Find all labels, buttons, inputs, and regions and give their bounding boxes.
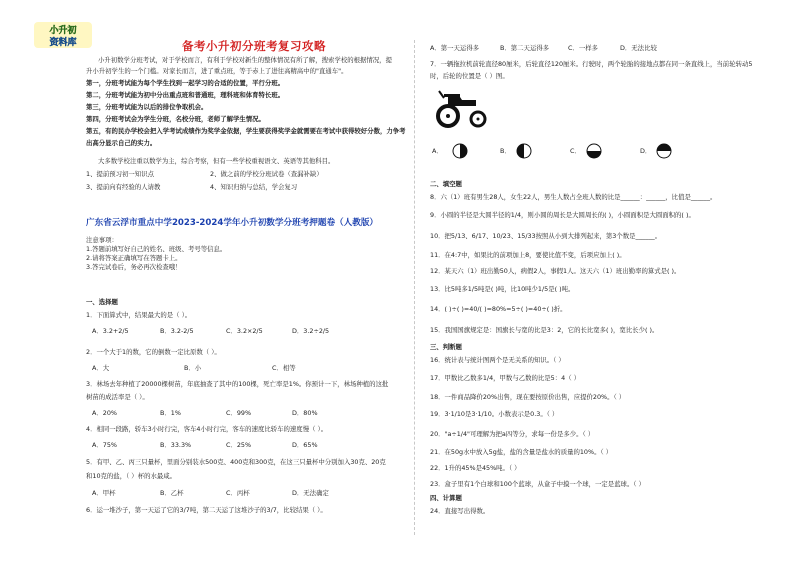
q12: 12．某天六（1）班出勤50人，病假2人，事假1人。这天六（1）班出勤率的算式是( )。 [430,267,681,275]
section2-header: 二、填空题 [430,180,462,188]
q2-opt-b: B．小 [184,364,202,372]
guide-item5b: 出高分显示自己的实力。 [86,139,157,147]
dial-d-icon [656,143,672,159]
q7: 7．一辆拖拉机前轮直径80厘米，后轮直径120厘米。行驶时，两个轮胎的接地点都在同一条直线上，当前轮转动5 [430,60,753,68]
logo-line1: 小升初 [49,26,77,36]
q3-opt-c: C．99% [226,409,252,417]
q1: 1．下面算式中，结果最大的是（ ）。 [86,311,192,319]
guide-para3: 大多数学校注重以数学为主，综合考察，但有一些学校重视语文、英语等其他科目。 [98,157,335,165]
q6-opt-a: A．第一天运得多 [430,44,480,52]
guide-item4: 第四，分班考试会为学生分班，名校分班，老师了解学生情况。 [86,115,265,123]
guide-item1: 第一，分班考试能为每个学生找到一起学习的合适的位置，平行分班。 [86,79,285,87]
q3: 3．林场去年种植了20000棵树苗，年底抽查了其中的100棵，死亡率是1%。你预计一下，林场种植的这批 [86,380,389,388]
q23: 23．盒子里有1个白球和100个蓝球，从盒子中摸一个球，一定是蓝球。（ ） [430,480,645,488]
logo-line2: 资料库 [49,38,77,48]
q5-cont: 和10克的盐，（ ）杯的水最咸。 [86,472,177,480]
q4-opt-c: C．25% [226,441,252,449]
guide-para2: 升小升初学生的一个门槛。对家长而言，进了重点班，等于赤上了进往高精高中的"直通车"。 [86,67,348,75]
section4-header: 四、计算题 [430,494,462,502]
q11: 11．在4:7中，如果比的前项加上8，要使比值不变，后项应加上( )。 [430,251,626,259]
q5-opt-c: C．丙杯 [226,489,250,497]
logo [34,22,92,48]
q13: 13．比5吨多1/5吨是( )吨，比10吨少1/5是( )吨。 [430,285,575,293]
notice-3: 3.答完试卷后，务必再次检查哦！ [86,263,182,271]
guide-item2: 第二，分班考试能为初中分出重点班和普通班，理科班和体育特长班。 [86,91,285,99]
q24: 24．直接写出得数。 [430,507,490,515]
q6-opt-c: C．一样多 [568,44,599,52]
column-divider [414,40,415,535]
q16: 16．统计表与统计图两个是无关系的知识。（ ） [430,356,565,364]
q14: 14．( )÷( )=40/( )=80%=5÷( )=40÷( )折。 [430,305,567,313]
q8: 8．六（1）班有男生28人，女生22人，男生人数占全班人数的比是______：______，比值是______。 [430,193,717,201]
q6: 6．运一堆沙子，第一天运了它的3/7吨，第二天运了这堆沙子的3/7，比较结果（ ）。 [86,506,327,514]
q18: 18．一件商品降价20%出售，现在要按原价出售，应提价20%。（ ） [430,393,626,401]
q6-opt-b: B．第二天运得多 [500,44,550,52]
q20: 20．"a÷1/4"可理解为把a四等分，求每一份是多少。（ ） [430,430,595,438]
q3-opt-b: B．1% [160,409,181,417]
notice-1: 1.答题前填写好自己的姓名、班级、考号等信息。 [86,245,227,253]
dial-a-label: A． [432,147,443,155]
dial-c-icon [586,143,602,159]
tractor-icon [434,88,492,128]
q5-opt-a: A．甲杯 [92,489,116,497]
q3-opt-d: D．80% [292,409,318,417]
dial-b-icon [516,143,532,159]
q19: 19．3·1/10是3·1/10。小数表示是0.3。（ ） [430,410,559,418]
q1-opt-c: C．3.2×2/5 [226,327,263,335]
guide-title: 备考小升初分班考复习攻略 [182,39,326,53]
q2-opt-a: A．大 [92,364,110,372]
q4-opt-a: A．75% [92,441,117,449]
tip-3: 3、提前向有经验的人请教 [86,183,161,191]
dial-a-icon [452,143,468,159]
exam-title: 广东省云浮市重点中学2023-2024学年小升初数学分班考押题卷（人教版） [86,218,379,228]
section1-header: 一、选择题 [86,298,118,306]
q5: 5．有甲、乙、丙三只量杯，里面分别装水500克、400克和300克，在这三只量杯中分别加入30克、20克 [86,458,386,466]
guide-item3: 第三，分班考试能为以后的排位争取机会。 [86,103,208,111]
q10: 10．把5/13、6/17、10/23、15/33按照从小到大排列起来，第3个数是______。 [430,232,662,240]
dial-c-label: C． [570,147,581,155]
q1-opt-a: A．3.2+2/5 [92,327,129,335]
q3-cont: 树苗的成活率是（ ）。 [86,393,149,401]
tip-2: 2、做之前的学校分班试卷（查漏补缺） [210,170,323,178]
guide-para1: 小升初数学分班考试，对于学校而言，有利于学校对新生的整体情况有所了解，搜索学校的根据情况，提 [98,56,392,64]
notice-header: 注意事项： [86,236,118,244]
section3-header: 三、判断题 [430,343,462,351]
notice-2: 2.请将答案正确填写在答题卡上。 [86,254,182,262]
q1-opt-d: D．3.2÷2/5 [292,327,330,335]
q9: 9．小圆的半径是大圆半径的1/4，则小圆的周长是大圆周长的( )，小圆面积是大圆面积的( )。 [430,211,695,219]
q2-opt-c: C．相等 [272,364,296,372]
q4: 4．相同一段路，轿车3小时行完，客车4小时行完，客车的速度比轿车的速度慢（ ）。 [86,425,328,433]
q15: 15．我国国旗规定是：国旗长与宽的比是3：2，它的长比宽多( )，宽比长少( )。 [430,326,659,334]
q5-opt-b: B．乙杯 [160,489,184,497]
q6-opt-d: D．无法比较 [620,44,657,52]
q2: 2．一个大于1的数，它的倒数一定比原数（ ）。 [86,348,221,356]
q5-opt-d: D．无法确定 [292,489,329,497]
q17: 17．甲数比乙数多1/4，甲数与乙数的比是5：4（ ） [430,374,581,382]
q4-opt-b: B．33.3% [160,441,192,449]
dial-d-label: D． [640,147,652,155]
tip-1: 1、提前预习初一知识点 [86,170,154,178]
q21: 21．在50g水中放入5g盐，盐的含量是盐水的质量的10%。（ ） [430,448,613,456]
q1-opt-b: B．3.2-2/5 [160,327,194,335]
q4-opt-d: D．65% [292,441,318,449]
dial-b-label: B． [500,147,511,155]
q7-cont: 时，后轮的位置是（ ）图。 [430,72,509,80]
q22: 22．1升的45%是45%吨。（ ） [430,464,521,472]
tip-4: 4、知识归纳与总结，学会复习 [210,183,298,191]
guide-item5a: 第五，有的民办学校会把入学考试成绩作为奖学金依据，学生要获得奖学金就需要在考试中获得较好分数，力争考 [86,127,406,135]
q3-opt-a: A．20% [92,409,117,417]
